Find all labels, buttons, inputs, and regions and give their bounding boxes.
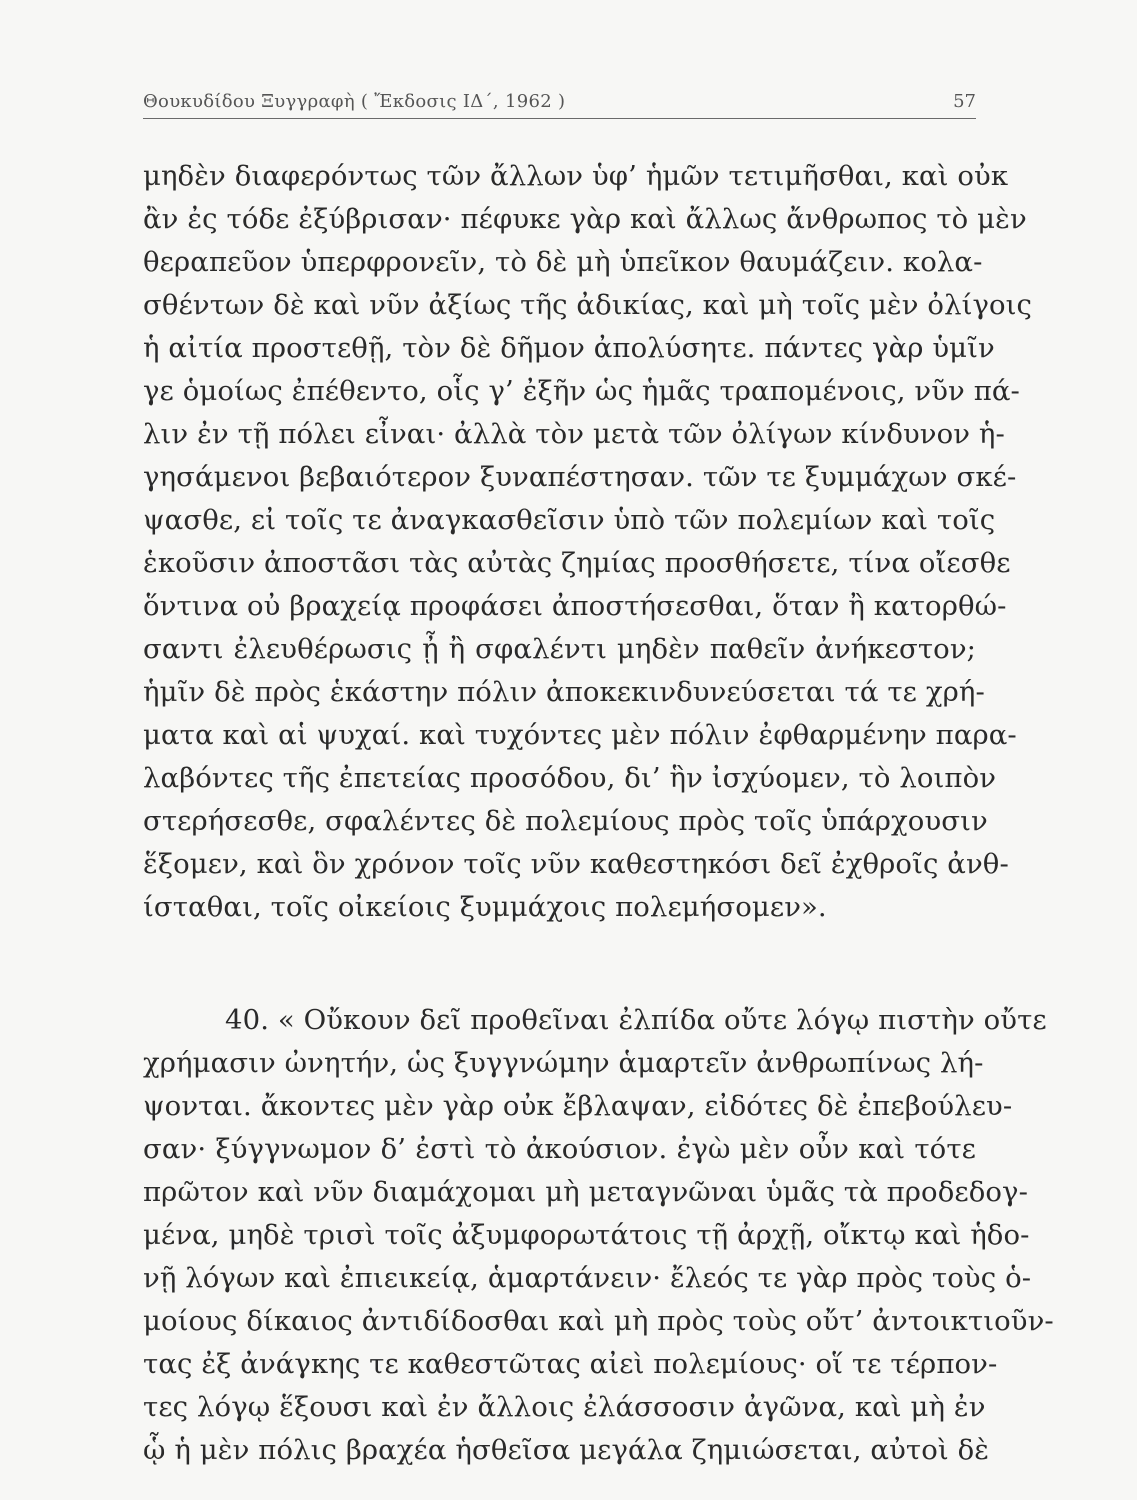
page-number: 57 [953,91,976,112]
text-line: ἡ αἰτία προστεθῇ, τὸν δὲ δῆμον ἀπολύσητε. πάντες γὰρ ὑμῖν [143,332,995,364]
header-title: Θουκυδίδου Ξυγγραφὴ ( Ἔκδοσις ΙΔ΄, 1962 ) [143,91,566,112]
text-line: σαν· ξύγγνωμον δ’ ἐστὶ τὸ ἀκούσιον. ἐγὼ μὲν οὖν καὶ τότε [143,1133,976,1165]
text-line: χρήμασιν ὠνητήν, ὡς ξυγγνώμην ἁμαρτεῖν ἀνθρωπίνως λή- [143,1047,984,1079]
text-line: λαβόντες τῆς ἐπετείας προσόδου, δι’ ἣν ἰσχύομεν, τὸ λοιπὸν [143,762,997,794]
text-line-chapter-start: 40. « Οὔκουν δεῖ προθεῖναι ἐλπίδα οὔτε λόγῳ πιστὴν οὔτε [225,1004,1047,1036]
text-line: θεραπεῦον ὑπερφρονεῖν, τὸ δὲ μὴ ὑπεῖκον θαυμάζειν. κολα- [143,246,983,278]
text-line: ὅντινα οὐ βραχείᾳ προφάσει ἀποστήσεσθαι, ὅταν ἢ κατορθώ- [143,590,1007,622]
text-line: ἂν ἐς τόδε ἐξύβρισαν· πέφυκε γὰρ καὶ ἄλλως ἄνθρωπος τὸ μὲν [143,203,1027,235]
text-line: πρῶτον καὶ νῦν διαμάχομαι μὴ μεταγνῶναι ὑμᾶς τὰ προδεδογ- [143,1176,1028,1208]
text-line: ματα καὶ αἱ ψυχαί. καὶ τυχόντες μὲν πόλιν ἐφθαρμένην παρα- [143,719,1017,751]
text-line: ίσταθαι, τοῖς οἰκείοις ξυμμάχοις πολεμήσομεν». [143,891,827,923]
text-line: μοίους δίκαιος ἀντιδίδοσθαι καὶ μὴ πρὸς τοὺς οὔτ’ ἀντοικτιοῦν- [143,1305,1054,1337]
text-line: ᾧ ἡ μὲν πόλις βραχέα ἡσθεῖσα μεγάλα ζημιώσεται, αὐτοὶ δὲ [143,1434,990,1466]
text-line: ἕξομεν, καὶ ὃν χρόνον τοῖς νῦν καθεστηκόσι δεῖ ἐχθροῖς ἀνθ- [143,848,1009,880]
text-line: μηδὲν διαφερόντως τῶν ἄλλων ὑφ’ ἡμῶν τετιμῆσθαι, καὶ οὐκ [143,160,1009,192]
paragraph-1 [143,155,1033,929]
text-line: σθέντων δὲ καὶ νῦν ἀξίως τῆς ἀδικίας, καὶ μὴ τοῖς μὲν ὀλίγοις [143,289,1033,321]
text-line: ἡμῖν δὲ πρὸς ἑκάστην πόλιν ἀποκεκινδυνεύσεται τά τε χρή- [143,676,985,708]
text-line: τας ἐξ ἀνάγκης τε καθεστῶτας αἰεὶ πολεμίους· οἵ τε τέρπον- [143,1348,998,1380]
text-line: σαντι ἐλευθέρωσις ᾖ ἢ σφαλέντι μηδὲν παθεῖν ἀνήκεστον; [143,633,976,665]
text-line: νῇ λόγων καὶ ἐπιεικείᾳ, ἁμαρτάνειν· ἔλεός τε γὰρ πρὸς τοὺς ὁ- [143,1262,1032,1294]
paragraph-gap [143,929,976,999]
paragraph-2 [143,999,1054,1472]
text-line: ἑκοῦσιν ἀποστᾶσι τὰς αὐτὰς ζημίας προσθήσετε, τίνα οἴεσθε [143,547,1011,579]
text-line: τες λόγῳ ἕξουσι καὶ ἐν ἄλλοις ἐλάσσοσιν ἀγῶνα, καὶ μὴ ἐν [143,1391,986,1423]
running-header [143,88,976,119]
text-line: λιν ἐν τῇ πόλει εἶναι· ἀλλὰ τὸν μετὰ τῶν ὀλίγων κίνδυνον ἡ- [143,418,1005,450]
text-line: στερήσεσθε, σφαλέντες δὲ πολεμίους πρὸς τοῖς ὑπάρχουσιν [143,805,988,837]
text-line: γησάμενοι βεβαιότερον ξυναπέστησαν. τῶν τε ξυμμάχων σκέ- [143,461,1017,493]
text-line: γε ὁμοίως ἐπέθεντο, οἷς γ’ ἐξῆν ὡς ἡμᾶς τραπομένοις, νῦν πά- [143,375,1020,407]
text-line: ψασθε, εἰ τοῖς τε ἀναγκασθεῖσιν ὑπὸ τῶν πολεμίων καὶ τοῖς [143,504,996,536]
text-line: μένα, μηδὲ τρισὶ τοῖς ἀξυμφορωτάτοις τῇ ἀρχῇ, οἴκτῳ καὶ ἡδο- [143,1219,1030,1251]
body-text [143,155,1054,1472]
text-line: ψονται. ἄκοντες μὲν γὰρ οὐκ ἔβλαψαν, εἰδότες δὲ ἐπεβούλευ- [143,1090,1013,1122]
